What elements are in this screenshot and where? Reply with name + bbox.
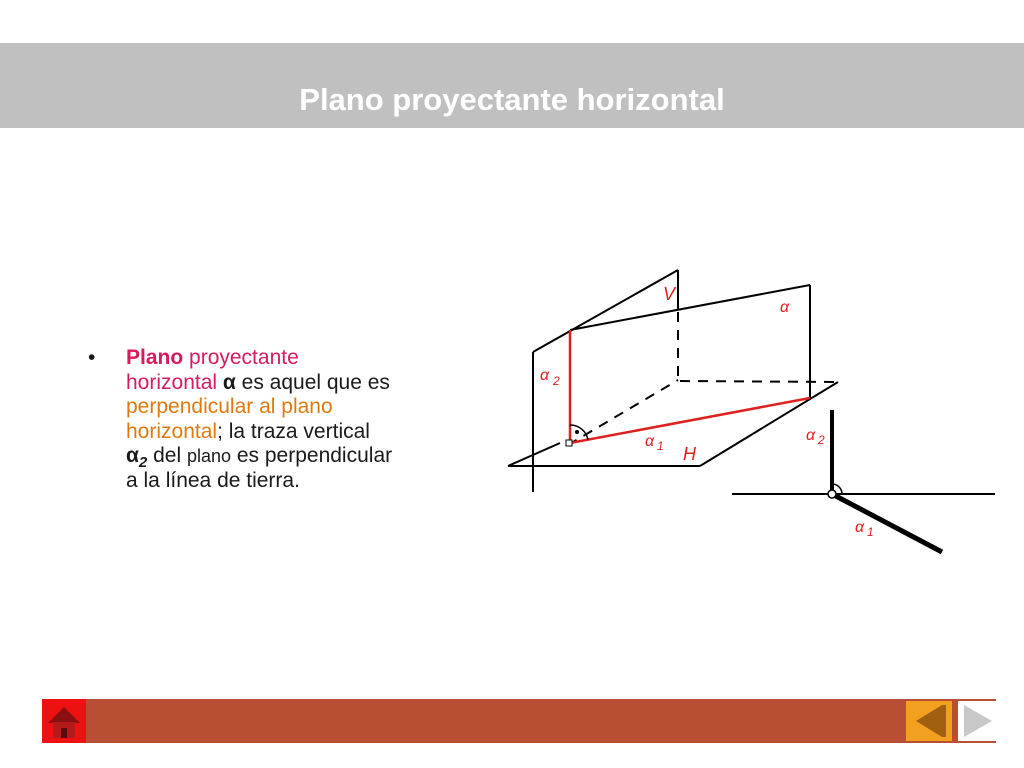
term-proyectante: proyectante — [183, 346, 299, 369]
term-horizontal: horizontal — [126, 370, 218, 394]
label-alpha2-left: α — [540, 367, 550, 384]
text-es-aquel: es aquel que es — [235, 370, 390, 394]
label-alpha: α — [780, 299, 790, 316]
term-alpha: α — [217, 370, 236, 394]
ground-line-hidden — [568, 380, 678, 445]
text-del: del — [147, 444, 187, 467]
bullet-text — [126, 346, 456, 493]
label-alpha2-right-sub: 2 — [818, 433, 825, 447]
term-plano: Plano — [126, 346, 184, 369]
term-perpendicular: perpendicular al plano — [126, 395, 333, 418]
home-button[interactable] — [42, 699, 86, 743]
right-angle-marker-left — [570, 425, 588, 440]
horizontal-plane-hidden-edge — [680, 381, 838, 382]
text-traza: ; la traza vertical — [217, 419, 370, 443]
home-icon — [42, 699, 86, 743]
next-arrow-icon — [958, 701, 998, 741]
label-alpha1-left-sub: 1 — [657, 439, 664, 453]
term-alpha2: α — [126, 444, 139, 467]
term-alpha2-sub: 2 — [138, 454, 148, 472]
next-button[interactable] — [958, 701, 998, 741]
vertex-left — [566, 440, 572, 446]
label-h: H — [683, 444, 696, 464]
trace-alpha1-right — [832, 494, 942, 552]
bullet-marker: • — [88, 346, 96, 369]
text-plano: plano — [186, 446, 232, 466]
label-alpha2-left-sub: 2 — [553, 374, 560, 388]
text-es-perp: es perpendicular — [231, 444, 393, 467]
label-alpha1-right: α — [855, 519, 865, 536]
projection-diagram — [500, 262, 1005, 562]
label-alpha2-right: α — [806, 427, 816, 444]
plane-alpha — [570, 285, 810, 400]
text-linea-tierra: a la línea de tierra. — [126, 468, 300, 492]
vertex-dot-left — [575, 430, 579, 434]
footer-bar — [42, 699, 996, 743]
label-alpha1-right-sub: 1 — [867, 525, 874, 539]
label-alpha1-left: α — [645, 433, 655, 450]
prev-button[interactable] — [906, 701, 952, 741]
page-title: Plano proyectante horizontal — [299, 82, 725, 117]
prev-arrow-icon — [906, 701, 952, 741]
vertex-right — [828, 490, 836, 498]
label-v: V — [663, 284, 676, 304]
term-horizontal-2: horizontal — [126, 419, 218, 443]
